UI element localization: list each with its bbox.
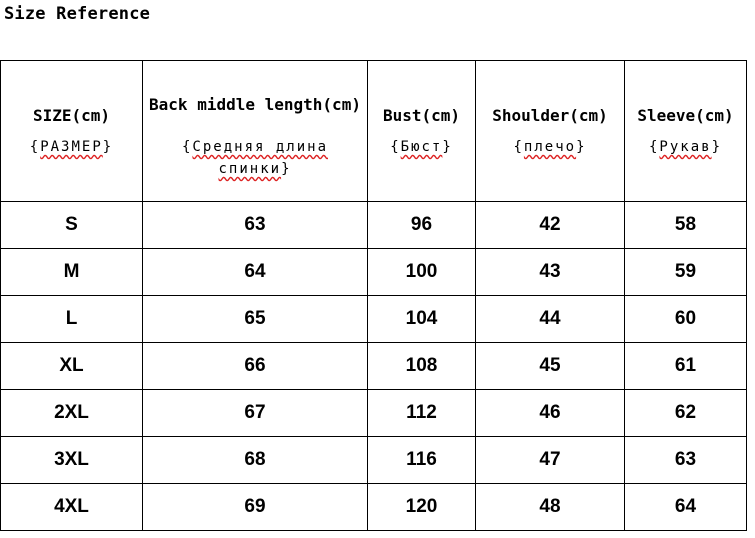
header-size [1, 61, 143, 202]
table-row [1, 390, 747, 437]
table-row [1, 202, 747, 249]
table-row [1, 296, 747, 343]
cell-length: 67 [143, 390, 368, 437]
header-shoulder [476, 61, 625, 202]
cell-length: 64 [143, 249, 368, 296]
cell-shoulder: 43 [476, 249, 625, 296]
cell-bust: 100 [368, 249, 476, 296]
cell-shoulder: 48 [476, 484, 625, 531]
cell-length: 69 [143, 484, 368, 531]
cell-size: L [1, 296, 143, 343]
cell-sleeve: 58 [625, 202, 747, 249]
header-back-length-en: Back middle length(cm) [149, 95, 361, 114]
cell-sleeve: 59 [625, 249, 747, 296]
cell-sleeve: 61 [625, 343, 747, 390]
header-bust [368, 61, 476, 202]
header-bust-en: Bust(cm) [382, 106, 461, 125]
page-title: Size Reference [4, 4, 151, 24]
cell-size: M [1, 249, 143, 296]
header-back-length-ru: {Средняя длина спинки} [181, 139, 328, 177]
table-header-row [1, 61, 747, 202]
cell-shoulder: 47 [476, 437, 625, 484]
header-shoulder-en: Shoulder(cm) [492, 106, 608, 125]
size-table [0, 60, 747, 531]
table-row [1, 343, 747, 390]
cell-bust: 120 [368, 484, 476, 531]
header-sleeve [625, 61, 747, 202]
cell-size: S [1, 202, 143, 249]
cell-bust: 112 [368, 390, 476, 437]
cell-bust: 104 [368, 296, 476, 343]
header-size-ru: {РАЗМЕР} [29, 139, 114, 155]
header-shoulder-ru: {плечо} [513, 139, 587, 155]
table-row [1, 249, 747, 296]
table-row [1, 484, 747, 531]
cell-length: 65 [143, 296, 368, 343]
cell-length: 63 [143, 202, 368, 249]
cell-bust: 96 [368, 202, 476, 249]
cell-size: 2XL [1, 390, 143, 437]
header-sleeve-ru: {Рукав} [648, 139, 723, 155]
header-size-en: SIZE(cm) [32, 106, 111, 125]
table-row [1, 437, 747, 484]
cell-size: 4XL [1, 484, 143, 531]
cell-bust: 116 [368, 437, 476, 484]
header-sleeve-en: Sleeve(cm) [637, 106, 734, 125]
cell-size: XL [1, 343, 143, 390]
cell-shoulder: 44 [476, 296, 625, 343]
cell-size: 3XL [1, 437, 143, 484]
header-bust-ru: {Бюст} [390, 139, 453, 155]
cell-length: 68 [143, 437, 368, 484]
cell-shoulder: 45 [476, 343, 625, 390]
cell-shoulder: 46 [476, 390, 625, 437]
header-back-length [143, 61, 368, 202]
cell-sleeve: 62 [625, 390, 747, 437]
cell-length: 66 [143, 343, 368, 390]
cell-sleeve: 60 [625, 296, 747, 343]
cell-shoulder: 42 [476, 202, 625, 249]
cell-sleeve: 64 [625, 484, 747, 531]
cell-sleeve: 63 [625, 437, 747, 484]
cell-bust: 108 [368, 343, 476, 390]
